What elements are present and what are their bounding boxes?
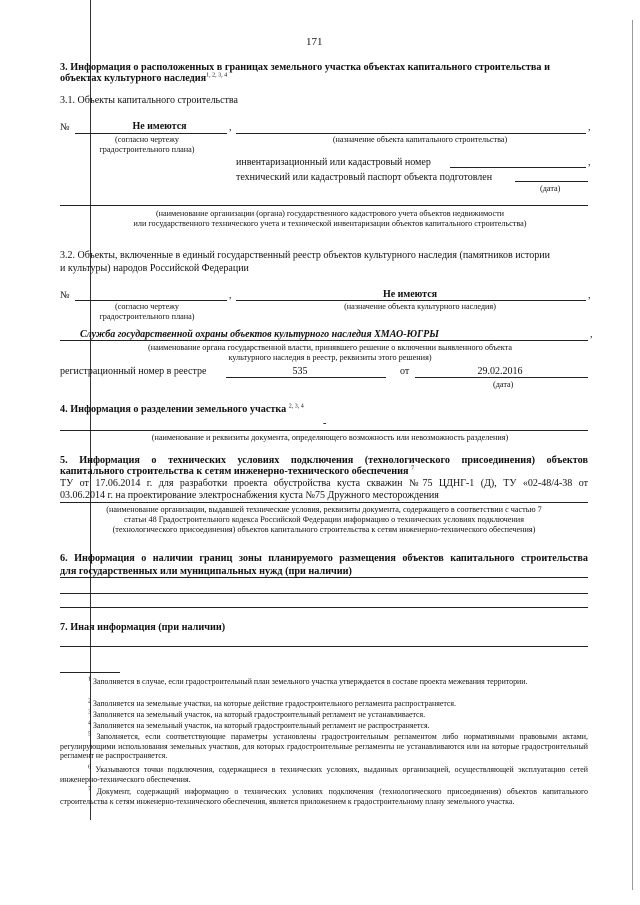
comma: , [588, 290, 591, 301]
registry-number-label: регистрационный номер в реестре [60, 366, 207, 377]
underline-inventory [450, 167, 586, 168]
underline-section-6 [60, 593, 588, 594]
division-document-value: - [323, 418, 327, 429]
footnote-3: $^3$ Заполняется на земельный участок, на который градостроительный регламент не устанавливается. [88, 709, 426, 719]
section-3-1-title: 3.1. Объекты капитального строительства [60, 95, 238, 106]
caption-object-purpose: (назначение объекта капитального строительства) [332, 135, 508, 144]
underline-passport-date [515, 181, 588, 182]
passport-label: технический или кадастровый паспорт объекта подготовлен [236, 172, 493, 183]
from-label: от [400, 366, 410, 377]
underline-organization [60, 205, 588, 206]
scan-edge-line [632, 20, 633, 890]
footnote-5: $^5$ Заполняется, если соответствующие параметры установлены градостроительным регламентом либо нормативными правовыми актами, регулирующими использования земельных участков, для которых градостроительные регламенты не устанавливаются или на которые градостроительный регламент не распространяется. [60, 731, 588, 761]
section-3-2-title-line2: и культуры) народов Российской Федерации [60, 263, 249, 274]
caption-organization: (наименование организации (органа) государственного кадастрового учета объектов недвижимости [155, 209, 505, 218]
caption-authority: культурного наследия в реестр, реквизиты этого решения) [228, 353, 432, 362]
caption-authority: (наименование органа государственной власти, принявшего решение о включении выявленного объекта [148, 343, 512, 352]
comma: , [229, 290, 232, 301]
footnote-1: $^1$ Заполняется в случае, если градостроительный план земельного участка утверждается в составе проекта межевания территории. [88, 676, 528, 686]
underline-object-number [75, 133, 227, 134]
section-6-title-line1: 6. Информация о наличии границ зоны планируемого размещения объектов капитального строительства [60, 553, 588, 564]
section-3-2-title-line1: 3.2. Объекты, включенные в единый государственный реестр объектов культурного наследия (памятников истории [60, 250, 550, 261]
underline-authority [60, 340, 588, 341]
object-number-value: Не имеются [132, 121, 187, 132]
underline-heritage-purpose [236, 300, 586, 301]
footnote-6: $^6$ Указываются точки подключения, содержащиеся в технических условиях, выданных организацией, осуществляющей эксплуатацию сетей инженерно-технического обеспечения. [60, 764, 588, 784]
caption-heritage-purpose: (назначение объекта культурного наследия) [344, 302, 496, 311]
caption-organization: или государственного технического учета и технической инвентаризации объектов капитального строительства) [133, 219, 527, 228]
caption-drawing: (согласно чертежу [115, 302, 179, 311]
section-7-title: 7. Иная информация (при наличии) [60, 622, 226, 633]
footnote-4: $^4$ Заполняется на земельный участок, на который градостроительный регламент не распространяется. [88, 720, 430, 730]
comma: , [590, 329, 593, 340]
registry-date-value: 29.02.2016 [477, 366, 523, 377]
underline-section-7 [60, 646, 588, 647]
section-4-title: 4. Информация о разделении земельного участка $^{2, 3, 4}$ [60, 403, 304, 415]
underline-section-6 [60, 577, 588, 578]
authority-name: Служба государственной охраны объектов культурного наследия ХМАО-ЮГРЫ [80, 329, 439, 340]
section-6-title-line2: для государственных или муниципальных нужд (при наличии) [60, 566, 352, 577]
underline-object-purpose [236, 133, 586, 134]
section-3-title-line2: объектах культурного наследия$^{1, 2, 3, 4}$ [60, 72, 228, 84]
section-5-title-line2: капитального строительства к сетям инженерно-технического обеспечения $^7$ [60, 465, 415, 477]
comma: , [588, 157, 591, 168]
technical-conditions-text-line2: 03.06.2014 г. на проектирование электроснабжения куста №75 Дружного месторождения [60, 490, 439, 501]
underline-section-6 [60, 607, 588, 608]
section-3-title-line1: 3. Информация о расположенных в границах земельного участка объектах капитального строительства и [60, 62, 550, 73]
footnote-7: $^7$ Документ, содержащий информацию о технических условиях подключения (технологического присоединения) объектов капитального строительства к сетям инженерно-технического обеспечения, является приложением к градостроительному плану земельного участка. [60, 786, 588, 806]
number-label: № [60, 290, 70, 301]
underline-heritage-number [75, 300, 227, 301]
footnote-2: $^2$ Заполняется на земельные участки, на которые действие градостроительного регламента распространяется. [88, 698, 456, 708]
caption-division-document: (наименование и реквизиты документа, определяющего возможность или невозможность разделения) [151, 433, 509, 442]
number-label: № [60, 122, 70, 133]
comma: , [229, 122, 232, 133]
underline-registry-number [226, 377, 386, 378]
caption-technical-conditions: (технологического присоединения) объектов капитального строительства к сетям инженерно-технического обеспечения) [112, 525, 536, 534]
underline-registry-date [415, 377, 588, 378]
registry-number-value: 535 [292, 366, 308, 377]
caption-date: (дата) [493, 380, 514, 389]
section-5-title-line1: 5. Информация о технических условиях подключения (технологического присоединения) объектов [60, 455, 588, 466]
caption-drawing: градостроительного плана) [99, 145, 195, 154]
underline-division-document [60, 430, 588, 431]
heritage-purpose-value: Не имеются [382, 289, 438, 300]
comma: , [588, 122, 591, 133]
page-number: 171 [306, 36, 323, 48]
caption-date: (дата) [540, 184, 561, 193]
inventory-label: инвентаризационный или кадастровый номер [236, 157, 431, 168]
footnote-separator [60, 672, 120, 673]
caption-technical-conditions: статьи 48 Градостроительного кодекса Российской Федерации информацию о технических условиях подключения [124, 515, 524, 524]
caption-drawing: градостроительного плана) [99, 312, 195, 321]
underline-technical-conditions [60, 502, 588, 503]
caption-technical-conditions: (наименование организации, выдавшей технические условия, реквизиты документа, содержащего в соответствии с частью 7 [106, 505, 542, 514]
technical-conditions-text-line1: ТУ от 17.06.2014 г. для разработки проекта обустройства куста скважин №75 ЦДНГ-1 (Д), ТУ «02-48/4-38 от [60, 478, 588, 489]
caption-drawing: (согласно чертежу [115, 135, 179, 144]
